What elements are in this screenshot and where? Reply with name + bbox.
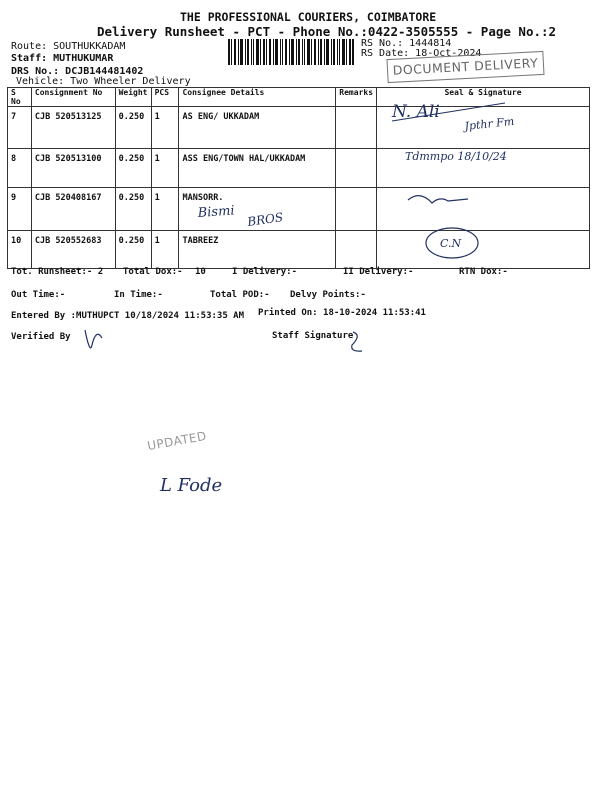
cell-pcs: 1 — [151, 188, 179, 231]
cell-consignment: CJB 520552683 — [31, 231, 115, 269]
verified-signature — [85, 330, 102, 348]
route-label: Route: SOUTHUKKADAM — [11, 41, 126, 52]
total-dox-value: 10 — [195, 267, 206, 277]
signature-row7: N. Ali — [392, 102, 440, 122]
cell-weight: 0.250 — [115, 188, 151, 231]
col-header-signature: Seal & Signature — [377, 88, 590, 107]
rs-no-label: RS No.: 1444814 — [361, 38, 452, 49]
company-title: THE PROFESSIONAL COURIERS, COIMBATORE — [180, 10, 437, 24]
printed-on: Printed On: 18-10-2024 11:53:41 — [258, 308, 426, 318]
cell-consignment: CJB 520408167 — [31, 188, 115, 231]
runsheet-title: Delivery Runsheet - PCT - Phone No.:0422-3505555 - Page No.:2 — [97, 24, 557, 39]
delvy-points: Delvy Points:- — [290, 290, 366, 300]
cell-sno: 8 — [8, 149, 32, 188]
cell-consignee: ASS ENG/TOWN HAL/UKKADAM — [179, 149, 336, 188]
ii-delivery: II Delivery:- — [343, 267, 414, 277]
vehicle-label: Vehicle: Two Wheeler Delivery — [16, 76, 191, 87]
col-header-sno: S No — [8, 88, 32, 107]
document-delivery-stamp: DOCUMENT DELIVERY — [386, 51, 544, 83]
verified-by: Verified By — [11, 332, 71, 342]
cell-consignee: AS ENG/ UKKADAM — [179, 107, 336, 149]
col-header-weight: Weight — [115, 88, 151, 107]
cell-consignment: CJB 520513100 — [31, 149, 115, 188]
rs-date-label: RS Date: 18-Oct-2024 — [361, 48, 482, 59]
cell-consignee: MANSORR. — [179, 188, 336, 231]
updated-stamp: UPDATED — [146, 428, 208, 454]
signature-row10: C.N — [440, 237, 462, 250]
drs-label: DRS No.: DCJB144481402 — [11, 66, 144, 77]
cell-pcs: 1 — [151, 149, 179, 188]
handwritten-bros: BROS — [246, 210, 284, 229]
cell-weight: 0.250 — [115, 149, 151, 188]
cell-sno: 9 — [8, 188, 32, 231]
tot-runsheet: Tot. Runsheet:- 2 — [11, 267, 104, 277]
signature-row8: Tdmmpo 18/10/24 — [405, 150, 507, 163]
col-header-consignment: Consignment No — [31, 88, 115, 107]
col-header-pcs: PCS — [151, 88, 179, 107]
handwritten-bismi: Bismi — [197, 203, 236, 221]
staff-signature-label: Staff Signature — [272, 331, 354, 341]
col-header-consignee: Consignee Details — [179, 88, 336, 107]
cell-consignee: TABREEZ — [179, 231, 336, 269]
cell-weight: 0.250 — [115, 107, 151, 149]
entered-by: Entered By :MUTHUPCT 10/18/2024 11:53:35 AM — [11, 311, 244, 321]
total-dox-label: Total Dox:- — [123, 267, 183, 277]
col-header-remarks: Remarks — [336, 88, 377, 107]
cell-sno: 10 — [8, 231, 32, 269]
signature-row7-sub: Jpthr Fm — [463, 114, 515, 133]
cell-weight: 0.250 — [115, 231, 151, 269]
cell-pcs: 1 — [151, 231, 179, 269]
cell-consignment: CJB 520513125 — [31, 107, 115, 149]
cell-pcs: 1 — [151, 107, 179, 149]
updated-initials: L Fode — [160, 475, 223, 496]
out-time: Out Time:- — [11, 290, 66, 300]
total-pod: Total POD:- — [210, 290, 270, 300]
i-delivery: I Delivery:- — [232, 267, 298, 277]
rtn-dox: RTN Dox:- — [459, 267, 508, 277]
signature-row9-scribble — [408, 196, 468, 203]
staff-label: Staff: MUTHUKUMAR — [11, 53, 114, 64]
cell-sno: 7 — [8, 107, 32, 149]
in-time: In Time:- — [114, 290, 163, 300]
